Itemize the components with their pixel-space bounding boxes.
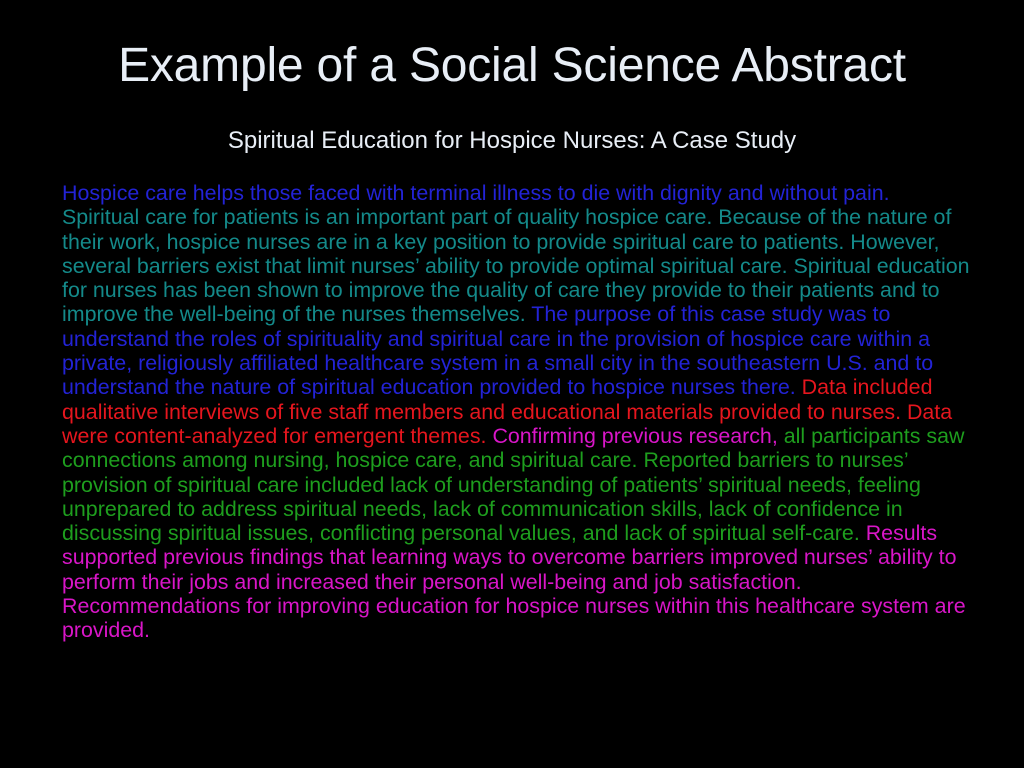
abstract-results-lead-text: Confirming previous research, [492, 423, 778, 448]
abstract-conclusion-text: Results supported previous findings that learning ways to overcome barriers improved nurses’ ability to perform their jobs and increased their personal well-being and job satisfaction. Recommendations for improving education for hospice nurses within this healthcare system are provided. [62, 521, 966, 643]
abstract-methods-text: Data included qualitative interviews of five staff members and educational materials provided to nurses. Data were content-analyzed for emergent themes. [62, 375, 953, 448]
abstract-problem-text: Spiritual care for patients is an important part of quality hospice care. Because of the nature of their work, hospice nurses are in a key position to provide spiritual care to patients. However, several barriers exist that limit nurses’ ability to provide optimal spiritual care. Spiritual education for nurses has been shown to improve the quality of care they provide to their patients and to improve the well-being of the nurses themselves. [62, 205, 970, 327]
abstract-results-text: all participants saw connections among nursing, hospice care, and spiritual care. Reported barriers to nurses’ provision of spiritual care included lack of understanding of patients’ spiritual needs, feeling unprepared to address spiritual needs, lack of communication skills, lack of confidence in discussing spiritual issues, conflicting personal values, and lack of spiritual self-care. [62, 423, 965, 546]
slide-title: Example of a Social Science Abstract [118, 39, 906, 92]
abstract-title: Spiritual Education for Hospice Nurses: A Case Study [227, 127, 797, 154]
abstract-body [62, 181, 972, 643]
abstract-purpose-text: The purpose of this case study was to understand the roles of spirituality and spiritual care in the provision of hospice care within a private, religiously affiliated healthcare system in a small city in the southeastern U.S. and to understand the nature of spiritual education provided to hospice nurses there. [62, 302, 934, 400]
abstract-background-text: Hospice care helps those faced with terminal illness to die with dignity and without pain. [62, 181, 890, 205]
